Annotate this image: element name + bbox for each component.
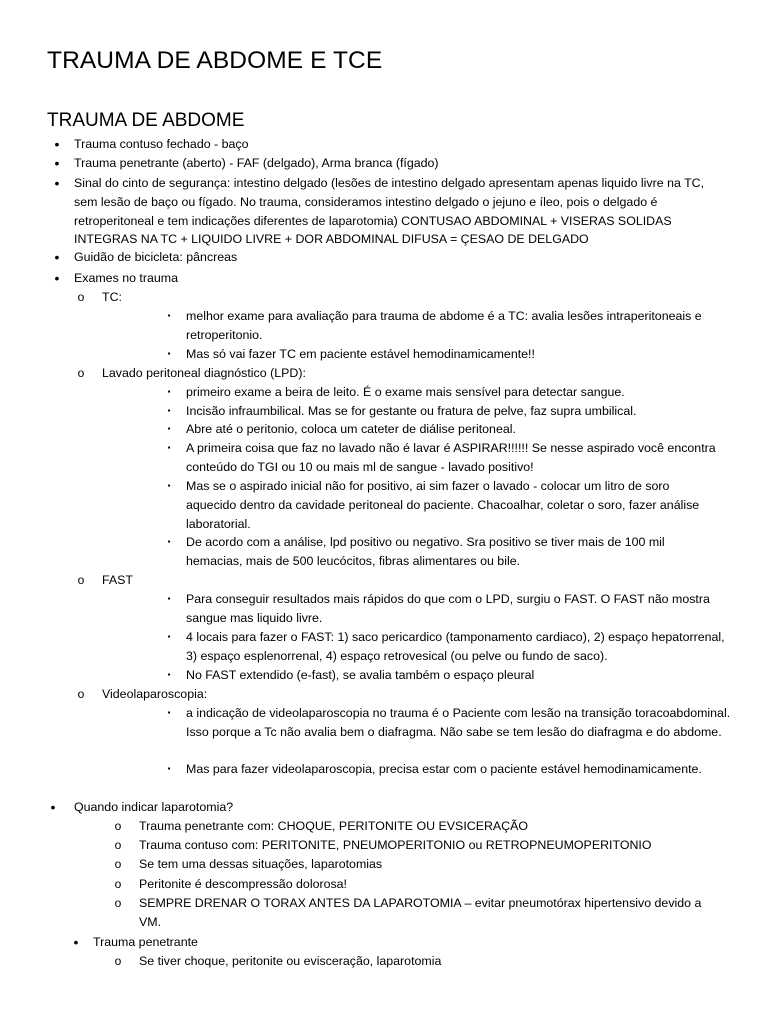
list-item bbox=[167, 477, 716, 533]
bullet-circle-icon: o bbox=[77, 687, 85, 701]
bullet-square-icon: ▪ bbox=[167, 594, 171, 603]
bullet-circle-icon: o bbox=[77, 290, 85, 304]
bullet-disc-icon: • bbox=[73, 934, 79, 950]
bullet-square-icon: ▪ bbox=[167, 764, 171, 773]
bullet-disc-icon: • bbox=[54, 270, 60, 286]
bullet-square-icon: ▪ bbox=[167, 632, 171, 641]
list-item-text: Mas só vai fazer TC em paciente estável hemodinamicamente!! bbox=[186, 347, 535, 361]
bullet-square-icon: ▪ bbox=[167, 387, 171, 396]
list-item bbox=[167, 402, 731, 421]
list-item-text: SEMPRE DRENAR O TORAX ANTES DA LAPAROTOMIA – evitar pneumotórax hipertensivo devido a VM. bbox=[139, 896, 702, 929]
list-item bbox=[167, 666, 731, 685]
list-item bbox=[167, 307, 731, 345]
list-item bbox=[167, 533, 716, 571]
list-item bbox=[73, 933, 733, 952]
list-item bbox=[77, 571, 702, 590]
list-item-text: Trauma contuso com: PERITONITE, PNEUMOPERITONIO ou RETROPNEUMOPERITONIO bbox=[139, 838, 652, 852]
bullet-square-icon: ▪ bbox=[167, 708, 171, 717]
list-item-text: Trauma penetrante bbox=[93, 935, 198, 949]
list-item-text: Trauma penetrante com: CHOQUE, PERITONITE OU EVSICERAÇÃO bbox=[139, 819, 529, 833]
list-item bbox=[77, 288, 702, 307]
list-item-text: 4 locais para fazer o FAST: 1) saco pericardico (tamponamento cardiaco), 2) espaço hepatorrenal, 3) espaço esplenorrenal, 4) espaço retrovesical (ou pelve ou fundo de saco). bbox=[186, 630, 725, 663]
list-item bbox=[77, 685, 702, 704]
list-item-text: Trauma contuso fechado - baço bbox=[74, 137, 249, 151]
list-item bbox=[54, 174, 724, 249]
bullet-circle-icon: o bbox=[114, 877, 122, 891]
list-item bbox=[167, 760, 706, 779]
section-heading: TRAUMA DE ABDOME bbox=[47, 110, 245, 131]
bullet-circle-icon: o bbox=[114, 954, 122, 968]
bullet-disc-icon: • bbox=[54, 249, 60, 265]
bullet-circle-icon: o bbox=[114, 896, 122, 910]
list-item-text: Para conseguir resultados mais rápidos do que com o LPD, surgiu o FAST. O FAST não mostra sangue mas liquido livre. bbox=[186, 592, 710, 625]
bullet-circle-icon: o bbox=[77, 366, 85, 380]
list-item-text: Mas para fazer videolaparoscopia, precisa estar com o paciente estável hemodinamicamente. bbox=[186, 762, 702, 776]
list-item-text: Se tem uma dessas situações, laparotomias bbox=[139, 857, 383, 871]
list-item-text: De acordo com a análise, lpd positivo ou negativo. Sra positivo se tiver mais de 100 mil hemacias, mais de 500 leucócitos, fibras alimentares ou bile. bbox=[186, 535, 665, 568]
list-item-text: primeiro exame a beira de leito. É o exame mais sensível para detectar sangue. bbox=[186, 385, 625, 399]
bullet-circle-icon: o bbox=[77, 573, 85, 587]
list-item bbox=[167, 383, 731, 402]
bullet-square-icon: ▪ bbox=[167, 349, 171, 358]
list-item-text: Guidão de bicicleta: pâncreas bbox=[74, 250, 238, 264]
list-item bbox=[167, 704, 731, 742]
list-item-text: Sinal do cinto de segurança: intestino delgado (lesões de intestino delgado apresentam apenas liquido livre na TC, sem lesão de baço ou fígado. No trauma, consideramos intestino delgado o jejuno e íleo, pois o delgado é retroperitoneal e tem indicações diferentes de laparotomia) CONTUSAO ABDOMINAL + VISERAS SOLIDAS INTEGRAS NA TC + LIQUIDO LIVRE + DOR ABDOMINAL DIFUSA = ÇESAO DE DELGADO bbox=[74, 176, 705, 247]
list-item bbox=[167, 420, 731, 439]
list-item-text: Peritonite é descompressão dolorosa! bbox=[139, 877, 348, 891]
page-title: TRAUMA DE ABDOME E TCE bbox=[47, 47, 383, 74]
list-item-text: TC: bbox=[102, 290, 122, 304]
bullet-circle-icon: o bbox=[114, 838, 122, 852]
list-item-text: Mas se o aspirado inicial não for positivo, ai sim fazer o lavado - colocar um litro de soro aquecido dentro da cavidade peritoneal do paciente. Chacoalhar, coletar o soro, fazer análise laboratorial. bbox=[186, 479, 700, 531]
bullet-square-icon: ▪ bbox=[167, 406, 171, 415]
list-item bbox=[114, 836, 739, 855]
list-item bbox=[114, 894, 714, 932]
bullet-square-icon: ▪ bbox=[167, 537, 171, 546]
list-item bbox=[114, 817, 739, 836]
list-item-text: Incisão infraumbilical. Mas se for gestante ou fratura de pelve, faz supra umbilical. bbox=[186, 404, 637, 418]
list-item bbox=[167, 439, 731, 477]
list-item-text: A primeira coisa que faz no lavado não é lavar é ASPIRAR!!!!!! Se nesse aspirado você encontra conteúdo do TGI ou 10 ou mais ml de sangue - lavado positivo! bbox=[186, 441, 716, 474]
list-item bbox=[167, 345, 731, 364]
bullet-circle-icon: o bbox=[114, 857, 122, 871]
bullet-square-icon: ▪ bbox=[167, 443, 171, 452]
list-item-text: Se tiver choque, peritonite ou evisceração, laparotomia bbox=[139, 954, 442, 968]
list-item bbox=[167, 628, 731, 666]
bullet-circle-icon: o bbox=[114, 819, 122, 833]
list-item bbox=[77, 364, 702, 383]
list-item bbox=[50, 798, 734, 817]
list-item-text: Videolaparoscopia: bbox=[102, 687, 208, 701]
bullet-square-icon: ▪ bbox=[167, 311, 171, 320]
list-item-text: melhor exame para avaliação para trauma de abdome é a TC: avalia lesões intraperitoneais e retroperitonio. bbox=[186, 309, 702, 342]
bullet-square-icon: ▪ bbox=[167, 670, 171, 679]
list-item bbox=[114, 952, 739, 971]
list-item bbox=[114, 855, 739, 874]
bullet-disc-icon: • bbox=[54, 175, 60, 191]
list-item bbox=[54, 269, 734, 288]
list-item bbox=[167, 590, 731, 628]
list-item bbox=[114, 875, 739, 894]
list-item-text: Lavado peritoneal diagnóstico (LPD): bbox=[102, 366, 306, 380]
bullet-disc-icon: • bbox=[54, 155, 60, 171]
list-item-text: FAST bbox=[102, 573, 133, 587]
list-item bbox=[54, 154, 734, 173]
list-item bbox=[54, 135, 734, 154]
list-item-text: a indicação de videolaparoscopia no trauma é o Paciente com lesão na transição toracoabdominal. Isso porque a Tc não avalia bem o diafragma. Não sabe se tem lesão do diafragma e do abdome. bbox=[186, 706, 731, 739]
list-item-text: No FAST extendido (e-fast), se avalia também o espaço pleural bbox=[186, 668, 535, 682]
bullet-square-icon: ▪ bbox=[167, 424, 171, 433]
list-item-text: Quando indicar laparotomia? bbox=[74, 800, 234, 814]
list-item-text: Exames no trauma bbox=[74, 271, 178, 285]
bullet-square-icon: ▪ bbox=[167, 481, 171, 490]
bullet-disc-icon: • bbox=[54, 136, 60, 152]
bullet-disc-icon: • bbox=[50, 799, 56, 815]
list-item-text: Abre até o peritonio, coloca um cateter de diálise peritoneal. bbox=[186, 422, 516, 436]
list-item-text: Trauma penetrante (aberto) - FAF (delgado), Arma branca (fígado) bbox=[74, 156, 439, 170]
list-item bbox=[54, 248, 734, 267]
